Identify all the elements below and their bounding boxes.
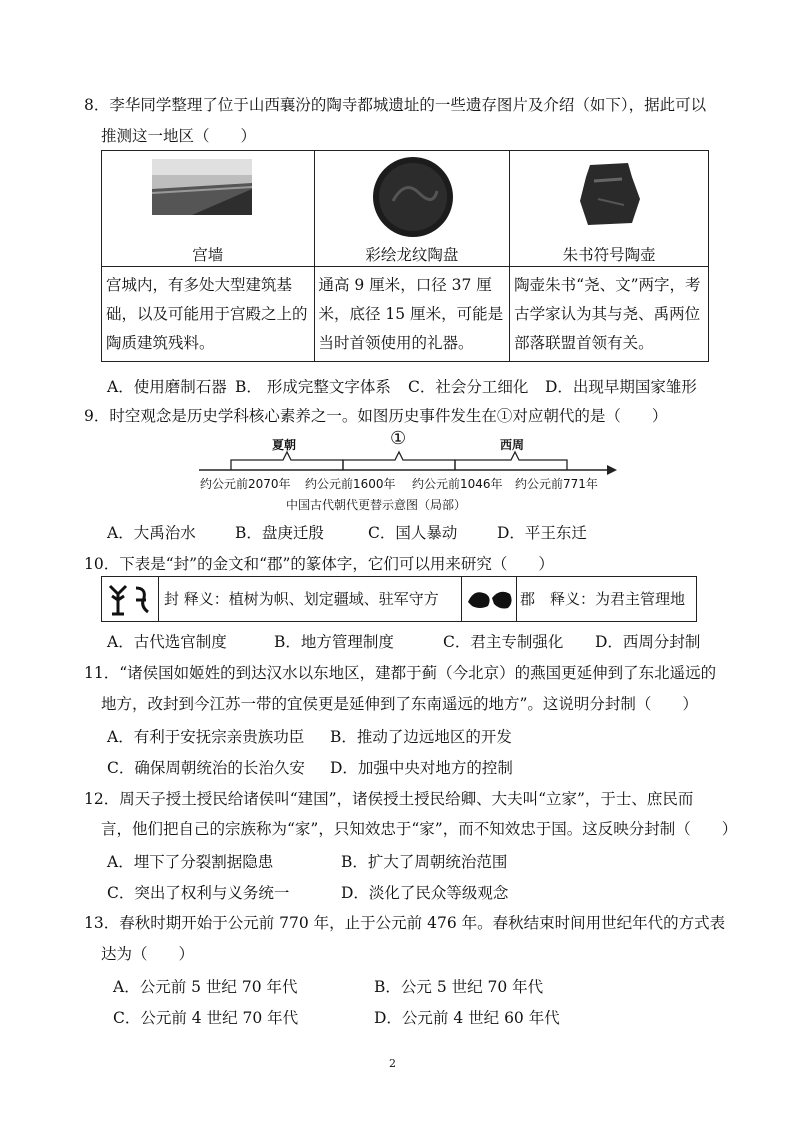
- q12-option-c: C．突出了权利与义务统一: [107, 884, 290, 902]
- q8-img-cell-plate: [314, 151, 510, 267]
- q8-caption-1: 宫墙: [192, 246, 224, 264]
- q13-stem-line1: 13．春秋时期开始于公元前 770 年，止于公元前 476 年。春秋结束时间用世纪年代的方式表: [84, 914, 726, 932]
- q9-option-b: B．盘庚迁殷: [235, 524, 324, 542]
- q8-img-cell-pot: [510, 151, 709, 267]
- q11-option-a: A．有利于安抚宗亲贵族功臣: [107, 728, 305, 746]
- q8-table: [101, 150, 709, 362]
- q13-option-d: D．公元前 4 世纪 60 年代: [374, 1009, 560, 1027]
- timeline-date-4: 约公元前771年: [515, 477, 598, 491]
- palace-wall-image: [152, 159, 252, 215]
- q9-option-a: A．大禹治水: [107, 524, 196, 542]
- q8-option-a: A．使用磨制石器: [107, 378, 227, 396]
- timeline-date-3: 约公元前1046年: [412, 477, 503, 491]
- q8-caption-2: 彩绘龙纹陶盘: [365, 246, 459, 264]
- q9-stem: 9．时空观念是历史学科核心素养之一。如图历史事件发生在①对应朝代的是（ ）: [84, 407, 668, 425]
- q10-option-a: A．古代选官制度: [107, 633, 227, 651]
- q11-option-d: D．加强中央对地方的控制: [330, 759, 513, 777]
- timeline-label-circle-1: ①: [390, 428, 407, 449]
- q8-caption-3: 朱书符号陶壶: [562, 246, 656, 264]
- q10-cell-feng: 封 释义：植树为帜、划定疆域、驻军守方: [164, 590, 439, 608]
- q12-stem-line1: 12．周天子授土授民给诸侯叫“建国”，诸侯授土授民给卿、大夫叫“立家”，于士、庶民而: [84, 790, 694, 808]
- timeline-date-2: 约公元前1600年: [305, 477, 396, 491]
- q13-option-c: C．公元前 4 世纪 70 年代: [113, 1009, 299, 1027]
- feng-bronze-glyph-icon: [106, 580, 156, 618]
- q10-stem: 10．下表是“封”的金文和“郡”的篆体字，它们可以用来研究（ ）: [84, 555, 554, 573]
- q11-stem-line1: 11．“诸侯国如姬姓的到达汉水以东地区，建都于蓟（今北京）的燕国更延伸到了东北遥远的: [84, 664, 717, 682]
- q10-option-b: B．地方管理制度: [274, 633, 394, 651]
- q8-stem-line2: 推测这一地区（ ）: [101, 127, 257, 145]
- painted-dragon-plate-image: [371, 155, 455, 239]
- q11-stem-line2: 地方，改封到今江苏一带的宜侯更是延伸到了东南遥远的地方”。这说明分封制（ ）: [101, 695, 698, 713]
- q10-cell-jun: 郡 释义：为君主管理地: [520, 590, 686, 608]
- timeline-date-1: 约公元前2070年: [200, 477, 291, 491]
- q8-desc-1: 宫城内，有多处大型建筑基础，以及可能用于宫殿之上的陶质建筑残料。: [106, 276, 308, 352]
- q8-option-d: D．出现早期国家雏形: [545, 378, 697, 396]
- q13-option-b: B．公元 5 世纪 70 年代: [374, 978, 544, 996]
- jun-seal-glyph-icon: [464, 584, 516, 614]
- q11-option-c: C．确保周朝统治的长治久安: [107, 759, 305, 777]
- q12-option-a: A．埋下了分裂割据隐患: [107, 853, 274, 871]
- red-script-pot-image: [574, 159, 644, 227]
- q9-option-c: C．国人暴动: [368, 524, 458, 542]
- q9-option-d: D．平王东迁: [497, 524, 587, 542]
- timeline-caption: 中国古代朝代更替示意图（局部）: [286, 498, 467, 512]
- timeline-label-western-zhou: 西周: [500, 438, 525, 452]
- q8-desc-3: 陶壶朱书“尧、文”两字，考古学家认为其与尧、禹两位部落联盟首领有关。: [514, 276, 701, 352]
- q8-option-b: B． 形成完整文字体系: [235, 378, 391, 396]
- q13-option-a: A．公元前 5 世纪 70 年代: [113, 978, 298, 996]
- q12-stem-line2: 言，他们把自己的宗族称为“家”，只知效忠于“家”，而不知效忠于国。这反映分封制（ ）: [101, 820, 738, 838]
- q12-option-b: B．扩大了周朝统治范围: [341, 853, 508, 871]
- q11-option-b: B．推动了边远地区的开发: [330, 728, 512, 746]
- q8-option-c: C．社会分工细化: [408, 378, 529, 396]
- q8-img-cell-wall: [102, 151, 315, 267]
- q10-table: [101, 576, 697, 622]
- q8-stem-line1: 8．李华同学整理了位于山西襄汾的陶寺都城遗址的一些遗存图片及介绍（如下），据此可以: [84, 96, 707, 114]
- q12-option-d: D．淡化了民众等级观念: [341, 884, 509, 902]
- q10-option-d: D．西周分封制: [595, 633, 701, 651]
- timeline-label-xia: 夏朝: [272, 438, 297, 452]
- q13-stem-line2: 达为（ ）: [101, 945, 195, 963]
- q10-option-c: C．君主专制强化: [443, 633, 564, 651]
- q8-desc-2: 通高 9 厘米，口径 37 厘米，底径 15 厘米，可能是当时首领使用的礼器。: [318, 276, 504, 352]
- page-number: 2: [389, 1057, 396, 1070]
